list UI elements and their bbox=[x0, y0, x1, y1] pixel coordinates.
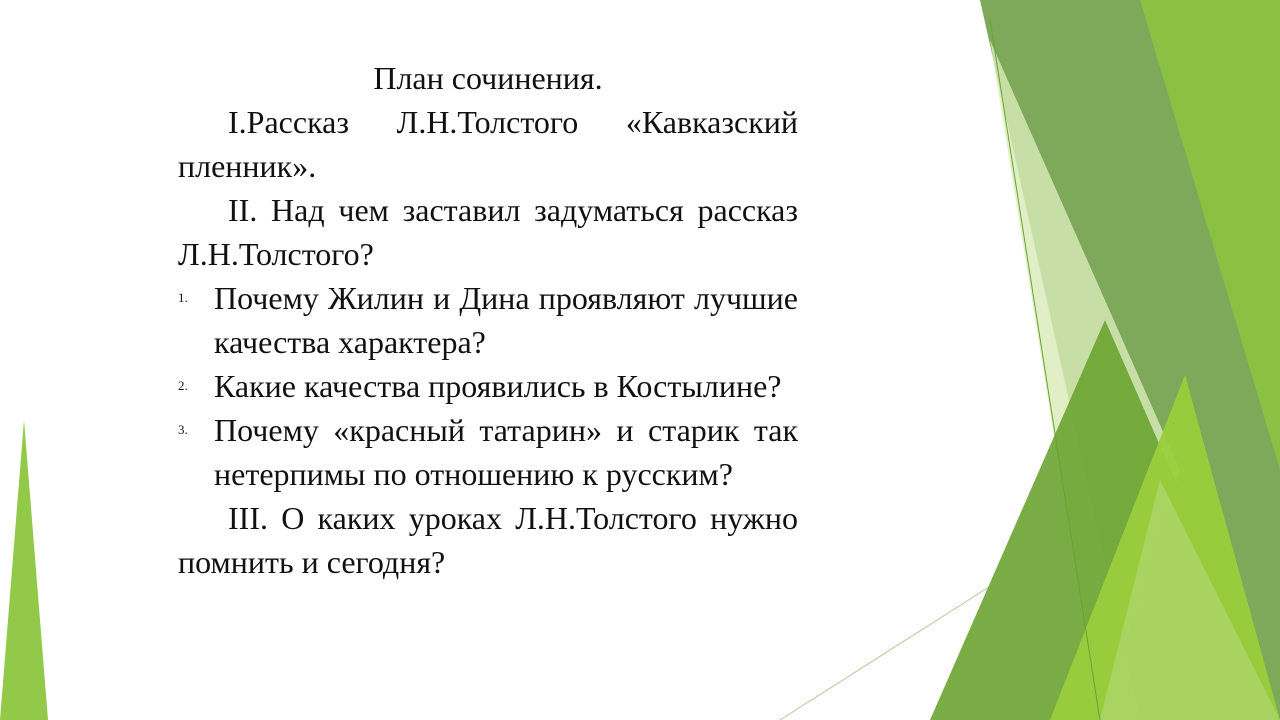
section-three: III. О каких уроках Л.Н.Толстого нужно помнить и сегодня? bbox=[178, 500, 798, 580]
list-item-number: 1. bbox=[178, 290, 188, 305]
list-item bbox=[178, 364, 798, 408]
list-item bbox=[178, 276, 798, 364]
list-item-text: Какие качества проявились в Костылине? bbox=[214, 368, 782, 404]
right-back-shape bbox=[980, 0, 1280, 720]
right-front-shape bbox=[1050, 375, 1280, 720]
list-item-number: 2. bbox=[178, 378, 188, 393]
right-mid-shape bbox=[930, 320, 1280, 720]
list-item-number: 3. bbox=[178, 422, 188, 437]
right-thin-line-2 bbox=[780, 580, 1000, 720]
question-list bbox=[178, 276, 798, 496]
list-item bbox=[178, 408, 798, 496]
list-item-text: Почему Жилин и Дина проявляют лучшие качества характера? bbox=[214, 280, 798, 360]
list-item-text: Почему «красный татарин» и старик так нетерпимы по отношению к русским? bbox=[214, 412, 798, 492]
left-spike-shape bbox=[0, 420, 48, 720]
document-body bbox=[178, 56, 798, 584]
section-two: II. Над чем заставил задуматься рассказ Л.Н.Толстого? bbox=[178, 192, 798, 272]
right-pale-shape bbox=[990, 40, 1180, 720]
section-one: I.Рассказ Л.Н.Толстого «Кавказский пленник». bbox=[178, 104, 798, 184]
right-light-shape bbox=[1140, 0, 1280, 470]
right-bright-shape bbox=[1100, 480, 1280, 720]
document-title: План сочинения. bbox=[373, 60, 603, 96]
right-thin-line bbox=[990, 20, 1100, 720]
